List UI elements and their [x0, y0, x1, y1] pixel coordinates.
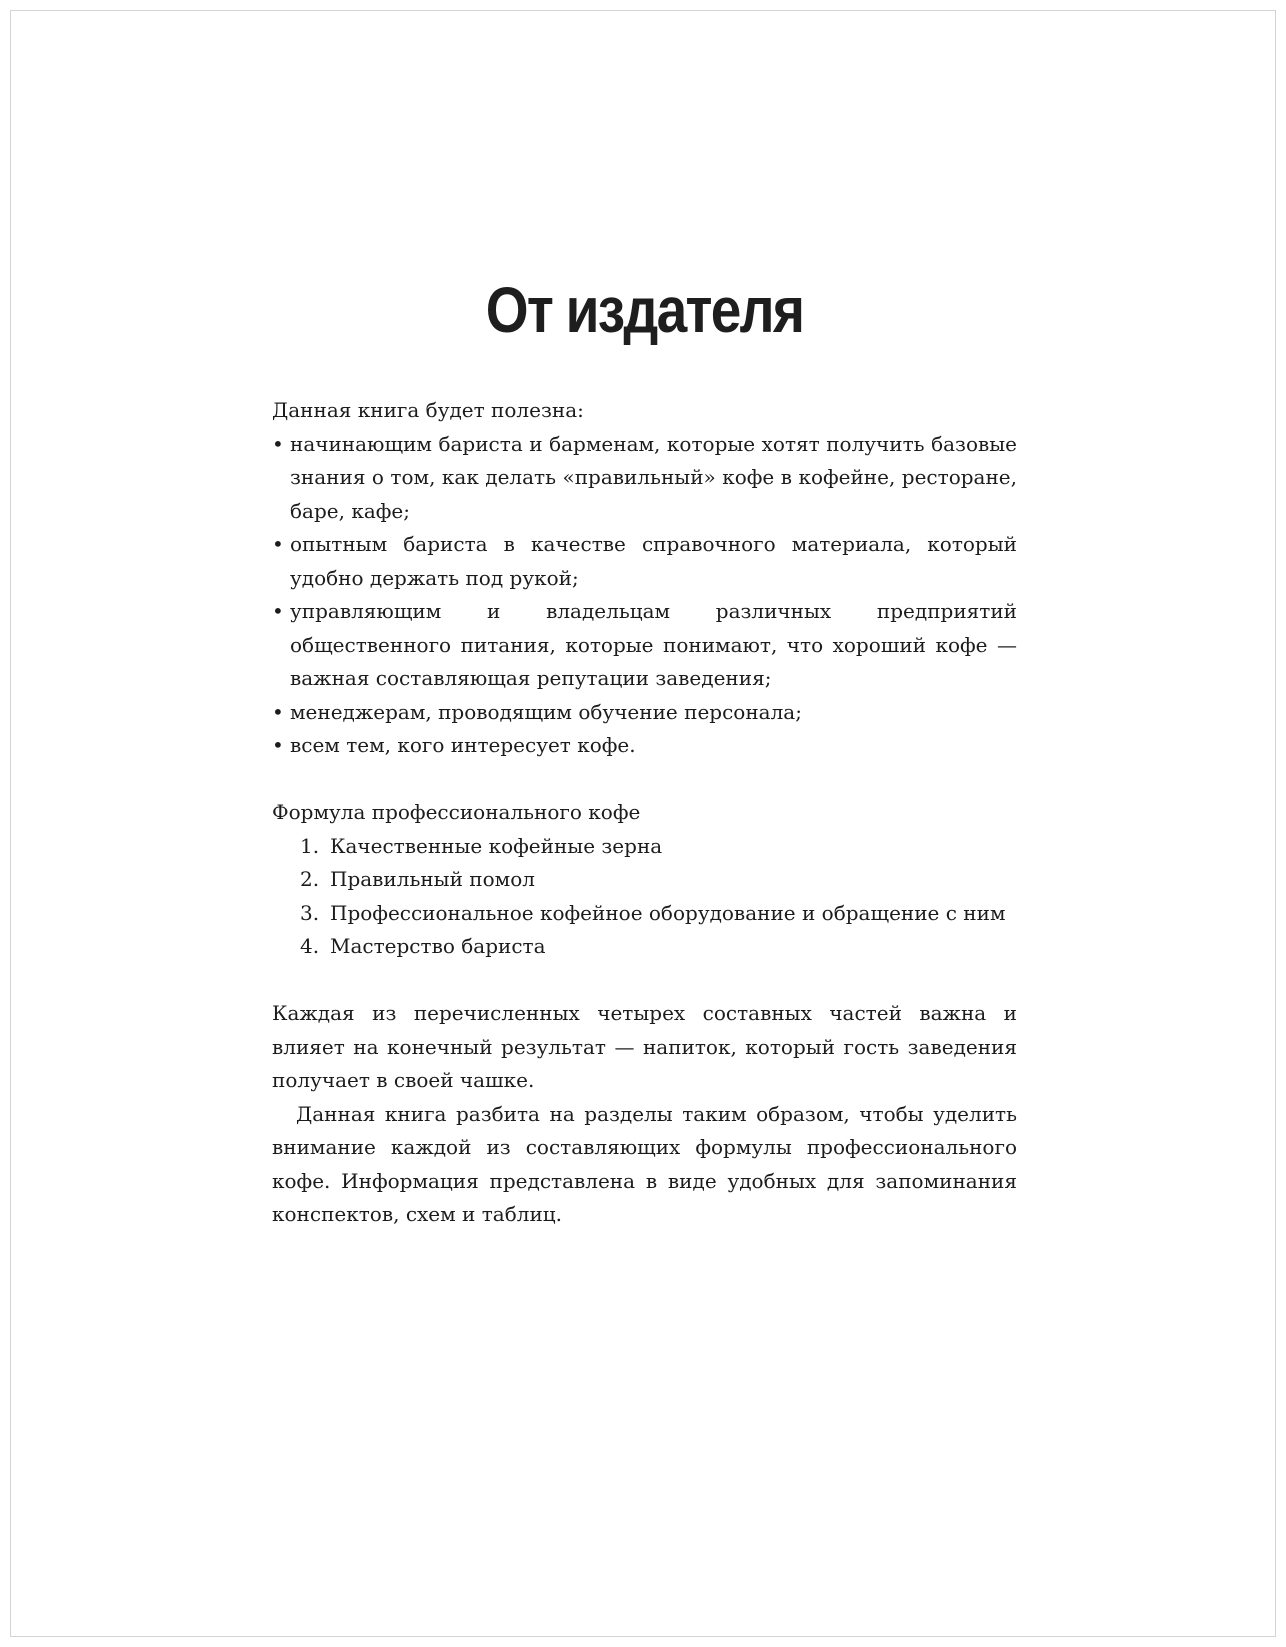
list-item: [272, 696, 1017, 730]
list-number: 3.: [300, 900, 320, 925]
formula-list: [272, 830, 1017, 964]
formula-heading: Формула профессионального кофе: [272, 800, 641, 824]
list-item-text: управляющим и владельцам различных предприятий общественного питания, которые понимают, что хороший кофе — важная составляющая репутации заведения;: [290, 599, 1017, 690]
bullet-icon: •: [272, 431, 284, 456]
spacer: [272, 763, 1017, 797]
list-item: [272, 729, 1017, 763]
list-number: 4.: [300, 934, 320, 958]
list-item-text: всем тем, кого интересует кофе.: [290, 733, 636, 757]
bullet-icon: •: [272, 733, 284, 757]
list-item: [272, 863, 1017, 897]
list-item: [272, 595, 1017, 696]
list-number: 1.: [300, 833, 320, 858]
audience-list: [272, 428, 1017, 763]
bullet-icon: •: [272, 699, 284, 724]
list-item-text: Профессиональное кофейное оборудование и обращение с ним: [330, 900, 1006, 925]
list-item-text: опытным бариста в качестве справочного материала, который удобно держать под рукой;: [290, 532, 1017, 590]
intro-text: Данная книга будет полезна:: [272, 398, 584, 422]
bullet-icon: •: [272, 599, 284, 623]
list-item: [272, 428, 1017, 529]
bullet-icon: •: [272, 532, 284, 556]
list-item-text: менеджерам, проводящим обучение персонала;: [290, 699, 802, 724]
body-paragraph: Каждая из перечисленных четырех составных частей важна и влияет на конечный результат — напиток, который гость заведения получает в своей чашке.: [272, 1001, 1017, 1092]
page-content: [272, 270, 1017, 1232]
list-number: 2.: [300, 867, 320, 891]
list-item-text: Мастерство бариста: [330, 934, 546, 958]
spacer: [272, 964, 1017, 998]
list-item: [272, 930, 1017, 964]
list-item: [272, 528, 1017, 595]
body-paragraph: Данная книга разбита на разделы таким образом, чтобы уделить внимание каждой из составляющих формулы профессионального кофе. Информация представлена в виде удобных для запоминания конспектов, схем и таблиц.: [272, 1101, 1017, 1226]
page-title: От издателя: [485, 274, 804, 346]
list-item-text: начинающим бариста и барменам, которые хотят получить базовые знания о том, как делать «правильный» кофе в кофейне, ресторане, баре, кафе;: [290, 431, 1017, 523]
list-item: [272, 897, 1017, 931]
list-item-text: Правильный помол: [330, 867, 535, 891]
list-item-text: Качественные кофейные зерна: [330, 833, 663, 858]
list-item: [272, 830, 1017, 864]
